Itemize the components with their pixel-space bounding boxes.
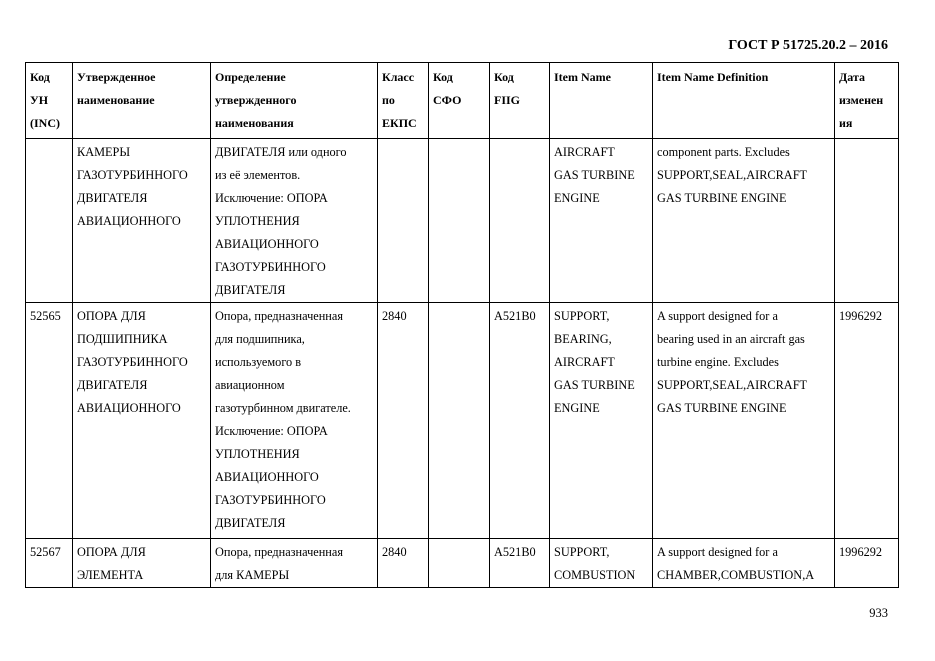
cell-line: для подшипника, bbox=[215, 332, 305, 346]
cell-ekps-class bbox=[378, 303, 429, 539]
cell-line: A support designed for a bbox=[657, 309, 778, 323]
cell-line: УПЛОТНЕНИЯ bbox=[215, 447, 300, 461]
column-header-line: по bbox=[382, 93, 395, 107]
column-header-line: изменен bbox=[839, 93, 884, 107]
cell-line: 1996292 bbox=[839, 309, 883, 323]
cell-sfo-code bbox=[429, 539, 490, 588]
cell-item-name bbox=[550, 303, 653, 539]
column-header-line: ЕКПС bbox=[382, 116, 417, 130]
cell-line: АВИАЦИОННОГО bbox=[77, 401, 181, 415]
cell-line: ГАЗОТУРБИННОГО bbox=[215, 260, 326, 274]
cell-change-date bbox=[835, 303, 899, 539]
cell-name-definition bbox=[211, 139, 378, 303]
column-header-line: ия bbox=[839, 116, 853, 130]
nomenclature-table bbox=[25, 62, 899, 588]
cell-change-date bbox=[835, 139, 899, 303]
column-header-fiig-code bbox=[490, 63, 550, 139]
cell-line: из её элементов. bbox=[215, 168, 301, 182]
cell-line: turbine engine. Excludes bbox=[657, 355, 779, 369]
cell-line: A521B0 bbox=[494, 545, 536, 559]
cell-line: АВИАЦИОННОГО bbox=[77, 214, 181, 228]
cell-fiig-code bbox=[490, 139, 550, 303]
cell-line: Исключение: ОПОРА bbox=[215, 424, 328, 438]
cell-line: 52567 bbox=[30, 545, 61, 559]
column-header-line: Item Name Definition bbox=[657, 70, 769, 84]
cell-name-definition bbox=[211, 303, 378, 539]
column-header-ekps-class bbox=[378, 63, 429, 139]
cell-name-definition bbox=[211, 539, 378, 588]
table-row bbox=[26, 303, 899, 539]
cell-ekps-class bbox=[378, 539, 429, 588]
cell-line: A support designed for a bbox=[657, 545, 778, 559]
column-header-line: Код bbox=[30, 70, 50, 84]
cell-line: GAS TURBINE ENGINE bbox=[657, 401, 787, 415]
table-row bbox=[26, 139, 899, 303]
cell-line: газотурбинном двигателе. bbox=[215, 401, 351, 415]
column-header-sfo-code bbox=[429, 63, 490, 139]
cell-fiig-code bbox=[490, 303, 550, 539]
cell-inc-code bbox=[26, 539, 73, 588]
cell-line: ДВИГАТЕЛЯ bbox=[215, 283, 286, 297]
column-header-item-name-definition bbox=[653, 63, 835, 139]
column-header-line: Item Name bbox=[554, 70, 611, 84]
cell-inc-code bbox=[26, 303, 73, 539]
cell-line: GAS TURBINE bbox=[554, 168, 635, 182]
cell-line: SUPPORT,SEAL,AIRCRAFT bbox=[657, 378, 808, 392]
table-row bbox=[26, 539, 899, 588]
cell-sfo-code bbox=[429, 139, 490, 303]
column-header-item-name bbox=[550, 63, 653, 139]
column-header-line: утвержденного bbox=[215, 93, 297, 107]
cell-line: Опора, предназначенная bbox=[215, 309, 344, 323]
column-header-line: Класс bbox=[382, 70, 415, 84]
cell-line: 1996292 bbox=[839, 545, 883, 559]
cell-line: 2840 bbox=[382, 545, 407, 559]
cell-item-name bbox=[550, 539, 653, 588]
page-number: 933 bbox=[869, 606, 888, 620]
cell-approved-name bbox=[73, 303, 211, 539]
column-header-line: наименование bbox=[77, 93, 155, 107]
cell-line: BEARING, bbox=[554, 332, 612, 346]
cell-ekps-class bbox=[378, 139, 429, 303]
cell-line: КАМЕРЫ bbox=[77, 145, 131, 159]
cell-line: используемого в bbox=[215, 355, 302, 369]
column-header-change-date bbox=[835, 63, 899, 139]
table-body bbox=[26, 139, 899, 588]
cell-line: bearing used in an aircraft gas bbox=[657, 332, 805, 346]
cell-line: ОПОРА ДЛЯ bbox=[77, 545, 146, 559]
cell-line: ГАЗОТУРБИННОГО bbox=[77, 168, 188, 182]
cell-line: АВИАЦИОННОГО bbox=[215, 470, 319, 484]
cell-line: УПЛОТНЕНИЯ bbox=[215, 214, 300, 228]
cell-line: для КАМЕРЫ bbox=[215, 568, 290, 582]
cell-line: AIRCRAFT bbox=[554, 355, 615, 369]
column-header-line: Определение bbox=[215, 70, 286, 84]
cell-line: ENGINE bbox=[554, 401, 600, 415]
column-header-line: наименования bbox=[215, 116, 294, 130]
cell-line: ДВИГАТЕЛЯ bbox=[77, 191, 148, 205]
cell-line: SUPPORT, bbox=[554, 309, 610, 323]
cell-item-name-definition bbox=[653, 539, 835, 588]
column-header-line: Код bbox=[494, 70, 514, 84]
cell-line: 52565 bbox=[30, 309, 61, 323]
cell-line: ДВИГАТЕЛЯ или одного bbox=[215, 145, 347, 159]
column-header-name-definition bbox=[211, 63, 378, 139]
cell-line: Опора, предназначенная bbox=[215, 545, 344, 559]
cell-approved-name bbox=[73, 139, 211, 303]
column-header-line: (INC) bbox=[30, 116, 60, 130]
column-header-inc-code bbox=[26, 63, 73, 139]
cell-line: AIRCRAFT bbox=[554, 145, 615, 159]
column-header-line: Код bbox=[433, 70, 453, 84]
cell-line: ГАЗОТУРБИННОГО bbox=[215, 493, 326, 507]
cell-line: ОПОРА ДЛЯ bbox=[77, 309, 146, 323]
cell-line: GAS TURBINE ENGINE bbox=[657, 191, 787, 205]
cell-item-name-definition bbox=[653, 303, 835, 539]
document-header: ГОСТ Р 51725.20.2 – 2016 bbox=[728, 38, 888, 53]
column-header-line: FIIG bbox=[494, 93, 521, 107]
cell-line: АВИАЦИОННОГО bbox=[215, 237, 319, 251]
column-header-line: Утвержденное bbox=[77, 70, 156, 84]
cell-line: авиационном bbox=[215, 378, 285, 392]
cell-item-name bbox=[550, 139, 653, 303]
cell-line: ДВИГАТЕЛЯ bbox=[215, 516, 286, 530]
cell-line: ENGINE bbox=[554, 191, 600, 205]
cell-line: Исключение: ОПОРА bbox=[215, 191, 328, 205]
cell-line: component parts. Excludes bbox=[657, 145, 790, 159]
cell-line: CHAMBER,COMBUSTION,A bbox=[657, 568, 815, 582]
cell-line: ЭЛЕМЕНТА bbox=[77, 568, 144, 582]
cell-line: ГАЗОТУРБИННОГО bbox=[77, 355, 188, 369]
cell-line: 2840 bbox=[382, 309, 407, 323]
cell-line: A521B0 bbox=[494, 309, 536, 323]
cell-line: ПОДШИПНИКА bbox=[77, 332, 168, 346]
cell-line: GAS TURBINE bbox=[554, 378, 635, 392]
cell-item-name-definition bbox=[653, 139, 835, 303]
column-header-line: УН bbox=[30, 93, 49, 107]
cell-change-date bbox=[835, 539, 899, 588]
cell-line: SUPPORT, bbox=[554, 545, 610, 559]
cell-inc-code bbox=[26, 139, 73, 303]
cell-line: SUPPORT,SEAL,AIRCRAFT bbox=[657, 168, 808, 182]
column-header-line: Дата bbox=[839, 70, 865, 84]
column-header-line: СФО bbox=[433, 93, 462, 107]
cell-line: ДВИГАТЕЛЯ bbox=[77, 378, 148, 392]
cell-line: COMBUSTION bbox=[554, 568, 636, 582]
cell-approved-name bbox=[73, 539, 211, 588]
column-header-approved-name bbox=[73, 63, 211, 139]
cell-sfo-code bbox=[429, 303, 490, 539]
cell-fiig-code bbox=[490, 539, 550, 588]
table-header-row bbox=[26, 63, 899, 139]
